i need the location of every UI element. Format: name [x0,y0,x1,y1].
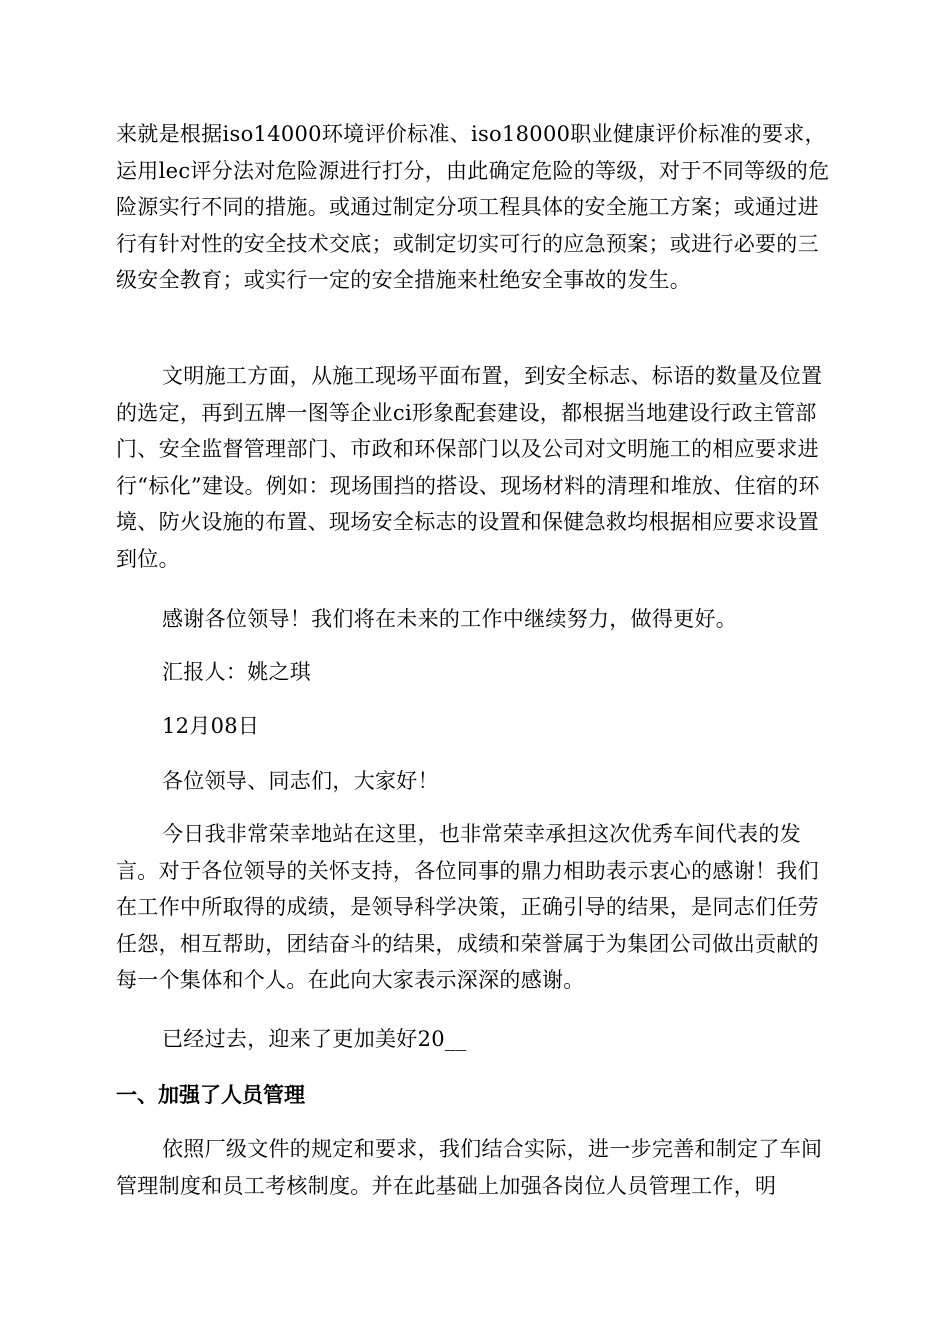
paragraph-year-transition: 已经过去，迎来了更加美好20__ [162,1027,467,1051]
section-heading: 一、加强了人员管理 [116,1083,305,1107]
greeting-line: 各位领导、同志们，大家好！ [162,769,439,793]
paragraph-thanks: 感谢各位领导！我们将在未来的工作中继续努力，做得更好。 [162,607,738,631]
paragraph-staff-management: 依照厂级文件的规定和要求，我们结合实际，进一步完善和制定了车间管理制度和员工考核制度。并在此基础上加强各岗位人员管理工作，明 [116,1137,823,1198]
paragraph-risk-assessment: 来就是根据iso14000环境评价标准、iso18000职业健康评价标准的要求，运用lec评分法对危险源进行打分，由此确定危险的等级，对于不同等级的危险源实行不同的措施。或通过制定分项工程具体的安全施工方案；或通过进行有针对性的安全技术交底；或制定切实可行的应急预案；或进行必要的三级安全教育；或实行一定的安全措施来杜绝安全事故的发生。 [116,122,830,292]
reporter-line: 汇报人：姚之琪 [162,660,312,684]
paragraph-speech-intro: 今日我非常荣幸地站在这里，也非常荣幸承担这次优秀车间代表的发言。对于各位领导的关怀支持，各位同事的鼎力相助表示衷心的感谢！我们在工作中所取得的成绩，是领导科学决策，正确引导的结果，是同志们任劳任怨，相互帮助，团结奋斗的结果，成绩和荣誉属于为集团公司做出贡献的每一个集体和个人。在此向大家表示深深的感谢。 [116,822,819,992]
date-line: 12月08日 [162,714,260,738]
paragraph-civilized-construction: 文明施工方面，从施工现场平面布置，到安全标志、标语的数量及位置的选定，再到五牌一图等企业ci形象配套建设，都根据当地建设行政主管部门、安全监督管理部门、市政和环保部门以及公司对文明施工的相应要求进行“标化”建设。例如：现场围挡的搭设、现场材料的清理和堆放、住宿的环境、防火设施的布置、现场安全标志的设置和保健急救均根据相应要求设置到位。 [116,364,823,571]
